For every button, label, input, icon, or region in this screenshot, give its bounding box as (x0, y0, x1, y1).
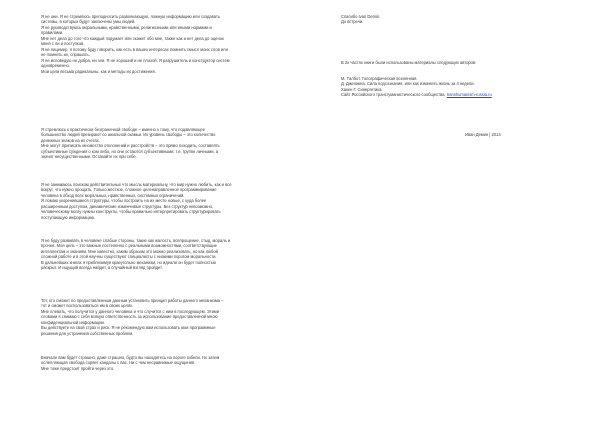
closing-section (41, 355, 286, 371)
thanks-text: Спасибо Ivan Demin. До встречи. (341, 14, 381, 25)
manifesto-paragraph: Я не они. Я не стремлюсь преподносить развлекающую, ложную информацию или создавать системы, в которых будут заключены умы людей. Я не руководствуюсь моральными, нравственными, религиозными или иными нормами и правилами. Мне нет дела до того что каждый подумает или скажет обо мне, также как и нет дела до оценок меня с ли и поступков. Я не лицемер, я потому буду говорить, как есть в вашех интересах помнить смысл моих слов или не помнить их, спрашать. Я не исповедую не добра, ни зла. Я не хороший и не плохой. Я разрушитель и конструктор систем одновременно. Мои цели весьма радикальны, как и методы их достижения. (41, 14, 230, 74)
freedom-section (41, 127, 286, 160)
sources-text: М. Талбот. Голографическая вселенная. Д. Джеликна. Сила подсознания, или как изменить жизнь за 4 недели. Хакен Г. Синергетика. Сайт Российского трансгуманистического сообщества. (341, 76, 475, 98)
manifesto-paragraph: Я не буду развивать в человеке слабые стороны, такие как жалость, всепрощение, стыд, мораль и прочее. Моя цель – это важные постепенно с реальными возможностями, соответствующие интеллектам и знаниям. Мне известно, каким образом это можно реализовать, но как любой сложной работе и в этой научны существуют специалисты с низкими порогом моральности. В дальнейших книгах я приблизимуя краеугольно механизм, но идеали он будет полностью раскрыт. И ищущий всегда найдет, а случайный взгляд пройдет. (41, 238, 231, 271)
author-signature: Иван Демин | 2014 (465, 132, 501, 137)
manifesto-paragraph: Я не занимаюсь поиском действительных что мысль материальну, что мир нужно любить, как и все вокруг, что нужно прощать. Только жесткое, сложное целенаправленное программирование человека в обход всех моральных, нравственных, системных ограничений. Я ломаю укоренившиеся структуры, чтобы построить на их месте новые, с куда более расширенным доступом, динамические изменчивые структуры. Без структур невозможно, человеческому мозгу нужны конструкты, чтобы правильно интерпретировать структурировать поступающую информацию. (41, 182, 232, 220)
structures-section (41, 182, 286, 220)
sources-title: В 2х частях книги были использованы материалы следующих авторов: (341, 60, 477, 65)
sources-block (341, 76, 571, 98)
manifesto-paragraph: Я стремлюсь к практически безграничной свободе – именно к тому, что подавляющее большинство людей презирают со школьной скамьи. Их уровень свободы – это количество денежных знаков на их счетах. Мне могут приписать множество отклонений и расстройств – это прямо походить, составлять субъективные суждения о ком либо, но они остаются субъективными, т.е. группе личными, а значит несущественными. Оставайте их при себе. (41, 127, 220, 160)
thanks-block (341, 14, 571, 25)
right-page (300, 0, 600, 424)
disclaimer-section (41, 298, 286, 336)
manifesto-paragraph: Тот, кто сможет по предоставленным данным установить принцип работы данного механизма – тот и сможет воспользоваться им в своих целях. Мне плевать, что получится у данного человека и что случится с ним в последующем. Этими словами я снимаю с себя всякую ответственность за использование предоставленной мною конфиденциальной информации. Вы действуете на свой страх и риск. Я не рекомендую вам использовать мои программные решения для устранения собственных проблем. (41, 298, 224, 336)
manifesto-paragraph: Вначале вам будет страшно, даже страшно, будто вы находитесь на пороге гибели. Но затем ослепляющая свобода сорвет кандалы с вас. Ни с чем несравнимые ощущения. Мне тоже предстоит пройти через это. (41, 355, 220, 371)
goals-section (41, 238, 286, 271)
community-site-link[interactable]: transhumanism-russia.ru (446, 92, 492, 98)
manifesto-intro (41, 14, 286, 74)
sources-list (341, 76, 571, 98)
sources-title-block (341, 60, 571, 65)
